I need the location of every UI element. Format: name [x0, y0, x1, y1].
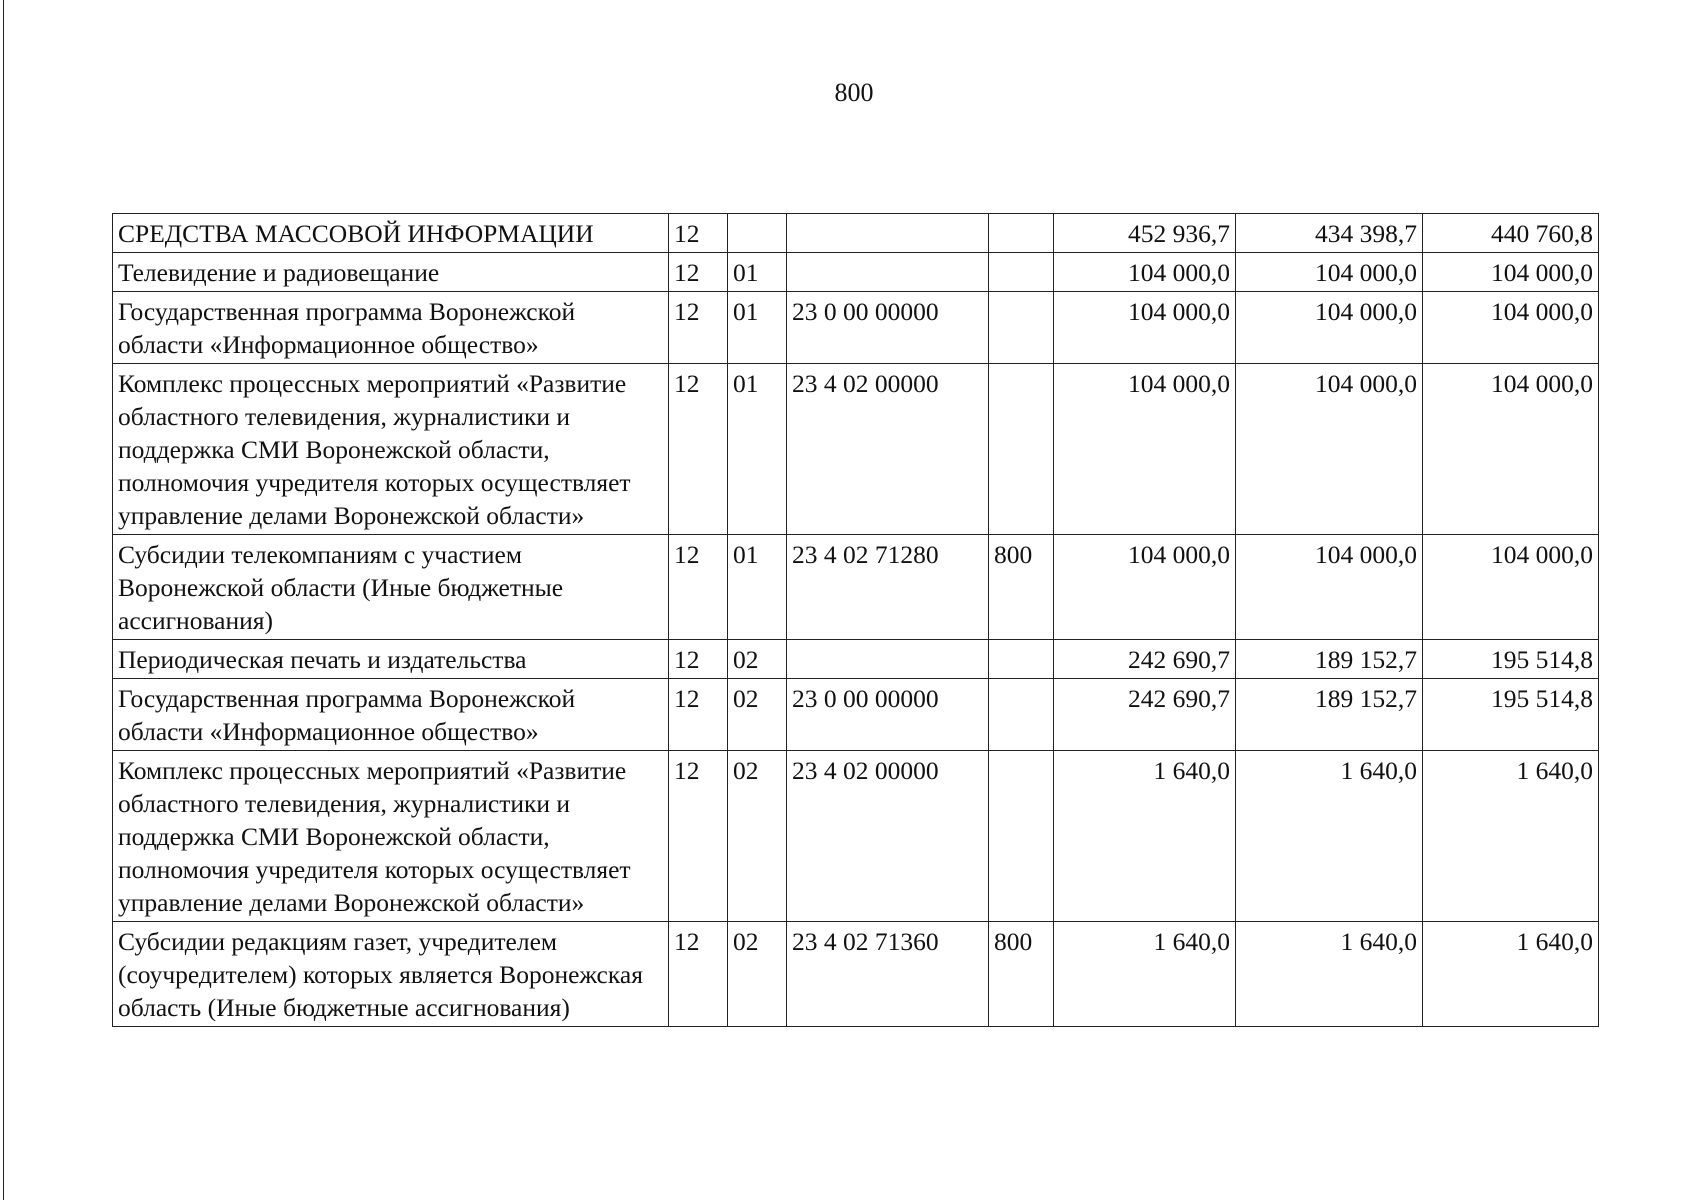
table-row: [113, 364, 1599, 535]
section-code: 12: [669, 679, 728, 751]
table-row: [113, 922, 1599, 1027]
section-code: 12: [669, 640, 728, 679]
section-code: 12: [669, 535, 728, 640]
expense-type-code: [989, 751, 1054, 922]
budget-table: [112, 213, 1599, 1027]
row-name: Комплекс процессных мероприятий «Развитие областного телевидения, журналистики и поддержка СМИ Воронежской области, полномочия учредителя которых осуществляет управление делами Воронежской области»: [113, 751, 669, 922]
expense-type-code: [989, 364, 1054, 535]
amount-year-2: 1 640,0: [1236, 751, 1423, 922]
row-name: СРЕДСТВА МАССОВОЙ ИНФОРМАЦИИ: [113, 214, 669, 253]
amount-year-3: 195 514,8: [1423, 640, 1599, 679]
amount-year-2: 104 000,0: [1236, 253, 1423, 292]
table-row: [113, 751, 1599, 922]
section-code: 12: [669, 922, 728, 1027]
target-article-code: 23 4 02 71360: [787, 922, 989, 1027]
expense-type-code: [989, 640, 1054, 679]
amount-year-2: 104 000,0: [1236, 535, 1423, 640]
subsection-code: 01: [728, 364, 787, 535]
section-code: 12: [669, 253, 728, 292]
expense-type-code: [989, 679, 1054, 751]
page-number: 800: [834, 78, 874, 107]
expense-type-code: [989, 214, 1054, 253]
amount-year-3: 104 000,0: [1423, 253, 1599, 292]
amount-year-1: 1 640,0: [1054, 922, 1236, 1027]
amount-year-3: 104 000,0: [1423, 535, 1599, 640]
subsection-code: 02: [728, 751, 787, 922]
subsection-code: 02: [728, 640, 787, 679]
expense-type-code: [989, 253, 1054, 292]
section-code: 12: [669, 292, 728, 364]
amount-year-1: 1 640,0: [1054, 751, 1236, 922]
target-article-code: [787, 214, 989, 253]
table-row: [113, 253, 1599, 292]
row-name: Субсидии редакциям газет, учредителем (соучредителем) которых является Воронежская область (Иные бюджетные ассигнования): [113, 922, 669, 1027]
subsection-code: 01: [728, 535, 787, 640]
row-name: Комплекс процессных мероприятий «Развитие областного телевидения, журналистики и поддержка СМИ Воронежской области, полномочия учредителя которых осуществляет управление делами Воронежской области»: [113, 364, 669, 535]
amount-year-3: 195 514,8: [1423, 679, 1599, 751]
table-row: [113, 535, 1599, 640]
amount-year-1: 452 936,7: [1054, 214, 1236, 253]
amount-year-2: 104 000,0: [1236, 364, 1423, 535]
amount-year-3: 1 640,0: [1423, 751, 1599, 922]
expense-type-code: [989, 292, 1054, 364]
amount-year-2: 189 152,7: [1236, 640, 1423, 679]
section-code: 12: [669, 364, 728, 535]
target-article-code: 23 4 02 00000: [787, 364, 989, 535]
target-article-code: [787, 640, 989, 679]
table-row: [113, 214, 1599, 253]
target-article-code: [787, 253, 989, 292]
amount-year-1: 104 000,0: [1054, 535, 1236, 640]
target-article-code: 23 0 00 00000: [787, 292, 989, 364]
table-row: [113, 679, 1599, 751]
row-name: Телевидение и радиовещание: [113, 253, 669, 292]
subsection-code: 02: [728, 679, 787, 751]
amount-year-2: 1 640,0: [1236, 922, 1423, 1027]
section-code: 12: [669, 214, 728, 253]
amount-year-3: 104 000,0: [1423, 364, 1599, 535]
section-code: 12: [669, 751, 728, 922]
subsection-code: 01: [728, 292, 787, 364]
expense-type-code: 800: [989, 535, 1054, 640]
amount-year-1: 242 690,7: [1054, 640, 1236, 679]
row-name: Государственная программа Воронежской области «Информационное общество»: [113, 679, 669, 751]
amount-year-2: 104 000,0: [1236, 292, 1423, 364]
budget-table-body: [113, 214, 1599, 1027]
row-name: Периодическая печать и издательства: [113, 640, 669, 679]
subsection-code: 02: [728, 922, 787, 1027]
expense-type-code: 800: [989, 922, 1054, 1027]
page-margin-line: [3, 0, 4, 1200]
amount-year-1: 104 000,0: [1054, 364, 1236, 535]
target-article-code: 23 4 02 00000: [787, 751, 989, 922]
row-name: Государственная программа Воронежской области «Информационное общество»: [113, 292, 669, 364]
amount-year-1: 104 000,0: [1054, 253, 1236, 292]
table-row: [113, 640, 1599, 679]
target-article-code: 23 4 02 71280: [787, 535, 989, 640]
target-article-code: 23 0 00 00000: [787, 679, 989, 751]
subsection-code: 01: [728, 253, 787, 292]
amount-year-3: 104 000,0: [1423, 292, 1599, 364]
amount-year-1: 104 000,0: [1054, 292, 1236, 364]
table-row: [113, 292, 1599, 364]
amount-year-2: 189 152,7: [1236, 679, 1423, 751]
amount-year-3: 440 760,8: [1423, 214, 1599, 253]
amount-year-1: 242 690,7: [1054, 679, 1236, 751]
amount-year-2: 434 398,7: [1236, 214, 1423, 253]
row-name: Субсидии телекомпаниям с участием Воронежской области (Иные бюджетные ассигнования): [113, 535, 669, 640]
amount-year-3: 1 640,0: [1423, 922, 1599, 1027]
subsection-code: [728, 214, 787, 253]
